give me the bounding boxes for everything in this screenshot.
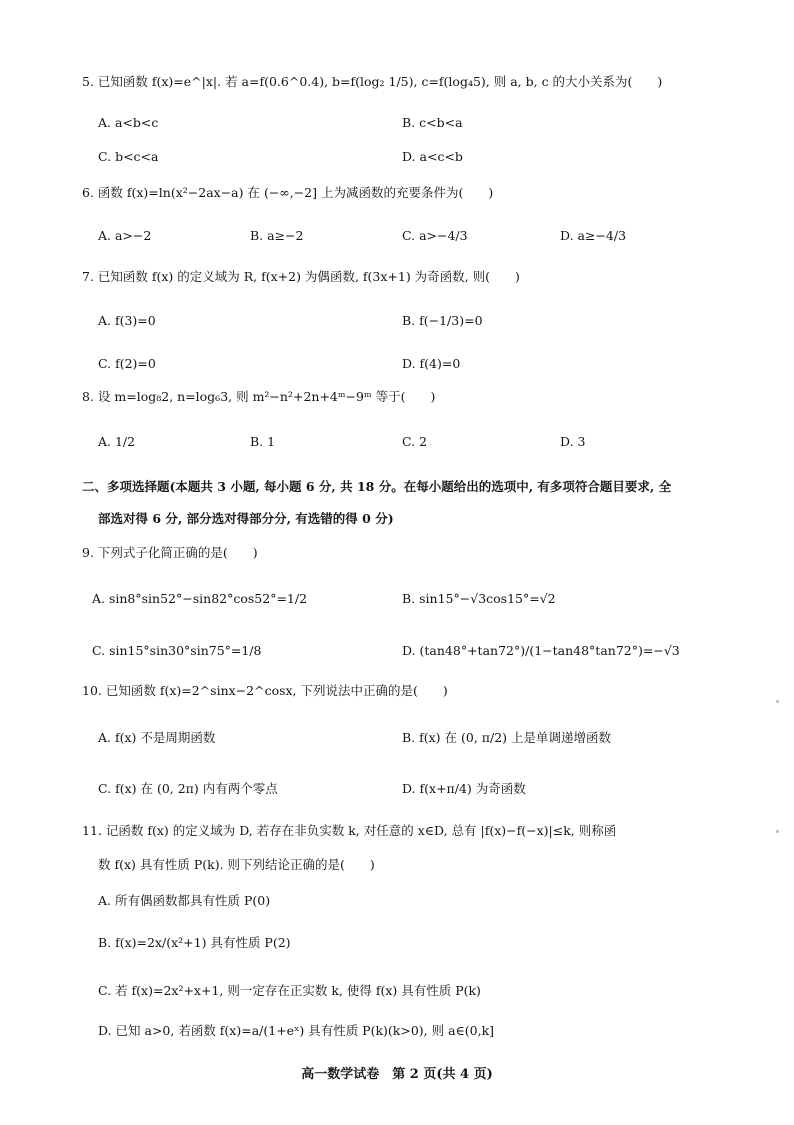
question-9-option-a: A. sin8°sin52°−sin82°cos52°=1/2 [92, 591, 308, 606]
question-8-option-b: B. 1 [250, 434, 276, 449]
question-7-option-c: C. f(2)=0 [98, 356, 156, 371]
question-10-stem: 10. 已知函数 f(x)=2^sinx−2^cosx, 下列说法中正确的是( ) [82, 683, 448, 698]
question-11-option-c: C. 若 f(x)=2x²+x+1, 则一定存在正实数 k, 使得 f(x) 具有性质 P(k) [98, 983, 481, 998]
question-5-option-b: B. c<b<a [402, 115, 463, 130]
scan-mark [776, 830, 779, 833]
question-8-option-c: C. 2 [402, 434, 428, 449]
question-8-option-a: A. 1/2 [98, 434, 136, 449]
question-9-option-b: B. sin15°−√3cos15°=√2 [402, 591, 556, 606]
question-9-stem: 9. 下列式子化简正确的是( ) [82, 545, 258, 560]
question-11-option-d: D. 已知 a>0, 若函数 f(x)=a/(1+eˣ) 具有性质 P(k)(k>0), 则 a∈(0,k] [98, 1023, 495, 1038]
question-10-option-b: B. f(x) 在 (0, π/2) 上是单调递增函数 [402, 730, 612, 745]
question-11-option-a: A. 所有偶函数都具有性质 P(0) [98, 893, 271, 908]
question-5-option-d: D. a<c<b [402, 149, 463, 164]
question-7-stem: 7. 已知函数 f(x) 的定义域为 R, f(x+2) 为偶函数, f(3x+1) 为奇函数, 则( ) [82, 269, 520, 284]
question-10-option-d: D. f(x+π/4) 为奇函数 [402, 781, 526, 796]
question-6-option-a: A. a>−2 [98, 228, 152, 243]
question-11-stem-cont: 数 f(x) 具有性质 P(k). 则下列结论正确的是( ) [98, 857, 375, 872]
question-9-option-d: D. (tan48°+tan72°)/(1−tan48°tan72°)=−√3 [402, 643, 680, 658]
question-8-stem: 8. 设 m=log₈2, n=log₆3, 则 m²−n²+2n+4ᵐ−9ᵐ 等于( ) [82, 389, 436, 404]
question-5-option-a: A. a<b<c [98, 115, 159, 130]
question-5-option-c: C. b<c<a [98, 149, 159, 164]
question-6-option-c: C. a>−4/3 [402, 228, 468, 243]
question-6-stem: 6. 函数 f(x)=ln(x²−2ax−a) 在 (−∞,−2] 上为减函数的充要条件为( ) [82, 185, 494, 200]
question-10-option-a: A. f(x) 不是周期函数 [98, 730, 216, 745]
question-11-stem: 11. 记函数 f(x) 的定义域为 D, 若存在非负实数 k, 对任意的 x∈D, 总有 |f(x)−f(−x)|≤k, 则称函 [82, 823, 617, 838]
question-6-option-d: D. a≥−4/3 [560, 228, 627, 243]
section-2-heading: 二、多项选择题(本题共 3 小题, 每小题 6 分, 共 18 分。在每小题给出的选项中, 有多项符合题目要求, 全 [82, 479, 672, 494]
question-9-option-c: C. sin15°sin30°sin75°=1/8 [92, 643, 262, 658]
scan-mark [776, 700, 779, 703]
question-5-stem: 5. 已知函数 f(x)=e^|x|. 若 a=f(0.6^0.4), b=f(log₂ 1/5), c=f(log₄5), 则 a, b, c 的大小关系为( ) [82, 74, 663, 89]
page-footer: 高一数学试卷 第 2 页(共 4 页) [301, 1067, 493, 1082]
question-7-option-a: A. f(3)=0 [98, 313, 156, 328]
question-7-option-b: B. f(−1/3)=0 [402, 313, 483, 328]
question-11-option-b: B. f(x)=2x/(x²+1) 具有性质 P(2) [98, 935, 291, 950]
section-2-heading-cont: 部选对得 6 分, 部分选对得部分分, 有选错的得 0 分) [98, 511, 394, 526]
question-8-option-d: D. 3 [560, 434, 586, 449]
question-7-option-d: D. f(4)=0 [402, 356, 461, 371]
question-10-option-c: C. f(x) 在 (0, 2π) 内有两个零点 [98, 781, 278, 796]
question-6-option-b: B. a≥−2 [250, 228, 304, 243]
